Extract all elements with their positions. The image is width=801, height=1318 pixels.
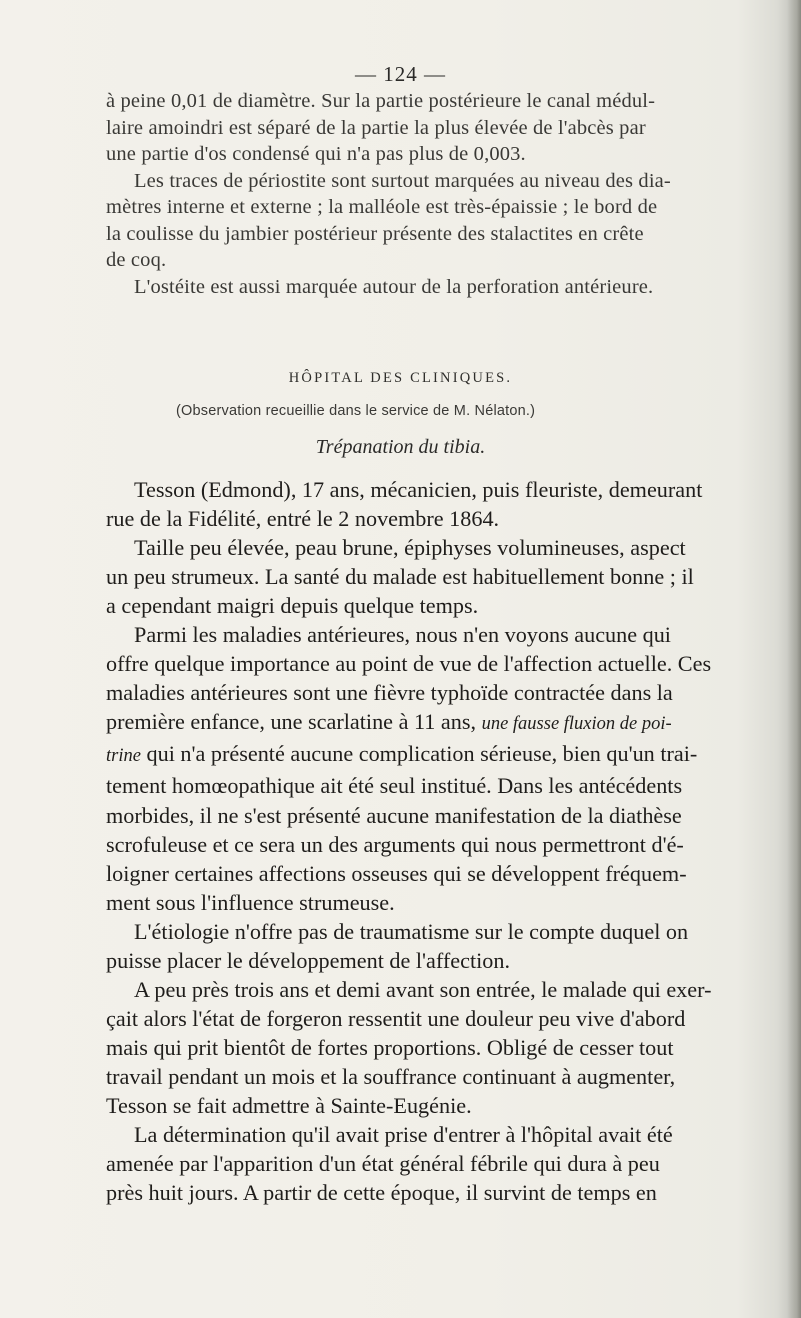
text-line: La détermination qu'il avait prise d'entrer à l'hôpital avait été	[134, 1122, 673, 1148]
text-line: un peu strumeux. La santé du malade est habituellement bonne ; il	[106, 564, 694, 590]
section-subtitle: Trépanation du tibia.	[315, 436, 486, 458]
text-line: offre quelque importance au point de vue de l'affection actuelle. Ces	[106, 651, 712, 677]
text-line: loigner certaines affections osseuses qui se développent fréquem-	[106, 860, 687, 886]
section-heading: HÔPITAL DES CLINIQUES.	[288, 370, 513, 386]
text-line	[106, 739, 746, 771]
text-line: A peu près trois ans et demi avant son entrée, le malade qui exer-	[134, 976, 712, 1002]
text-line: ment sous l'influence strumeuse.	[106, 889, 395, 915]
text-line: rue de la Fidélité, entré le 2 novembre 1864.	[106, 506, 500, 532]
text-line: maladies antérieures sont une fièvre typhoïde contractée dans la	[106, 680, 673, 706]
text-line: Taille peu élevée, peau brune, épiphyses volumineuses, aspect	[134, 535, 686, 561]
text-line: Tesson (Edmond), 17 ans, mécanicien, puis fleuriste, demeurant	[134, 477, 703, 502]
text-line: puisse placer le développement de l'affection.	[106, 947, 511, 973]
observation-note: (Observation recueillie dans le service de M. Nélaton.)	[176, 403, 536, 419]
text-line: çait alors l'état de forgeron ressentit une douleur peu vive d'abord	[106, 1005, 686, 1031]
text-line: à peine 0,01 de diamètre. Sur la partie postérieure le canal médul-	[106, 90, 656, 112]
text-line: mais qui prit bientôt de fortes proportions. Obligé de cesser tout	[106, 1034, 674, 1060]
text-line: morbides, il ne s'est présenté aucune manifestation de la diathèse	[106, 802, 682, 828]
text-segment: qui n'a présenté aucune complication sérieuse, bien qu'un trai-	[140, 741, 698, 767]
text-line: tement homœopathique ait été seul institué. Dans les antécédents	[106, 773, 683, 799]
text-line: la coulisse du jambier postérieur présente des stalactites en crête	[106, 222, 644, 245]
text-line	[106, 707, 746, 739]
continued-paragraph	[106, 88, 746, 300]
text-line: mètres interne et externe ; la malléole est très-épaissie ; le bord de	[106, 196, 658, 218]
text-line: Parmi les maladies antérieures, nous n'en voyons aucune qui	[134, 622, 671, 648]
text-line: travail pendant un mois et la souffrance continuant à augmenter,	[106, 1063, 676, 1089]
italic-phrase: une fausse fluxion de poi-	[481, 714, 672, 735]
text-line: L'ostéite est aussi marquée autour de la perforation antérieure.	[134, 275, 654, 298]
text-line: Tesson se fait admettre à Sainte-Eugénie.	[106, 1092, 472, 1118]
text-line: Les traces de périostite sont surtout marquées au niveau des dia-	[134, 169, 671, 192]
text-line: a cependant maigri depuis quelque temps.	[106, 593, 479, 619]
text-line: scrofuleuse et ce sera un des arguments qui nous permettront d'é-	[106, 831, 684, 857]
italic-phrase: trine	[106, 746, 141, 767]
text-segment: première enfance, une scarlatine à 11 ans,	[106, 709, 482, 735]
text-line: de coq.	[106, 249, 167, 271]
text-line: près huit jours. A partir de cette époque, il survint de temps en	[106, 1180, 657, 1206]
text-line: une partie d'os condensé qui n'a pas plus de 0,003.	[106, 143, 526, 165]
page-number: — 124 —	[355, 62, 446, 86]
text-line: amenée par l'apparition d'un état général fébrile qui dura à peu	[106, 1151, 660, 1177]
case-report-body	[106, 475, 746, 1207]
text-line: L'étiologie n'offre pas de traumatisme sur le compte duquel on	[134, 918, 689, 944]
page-edge-shadow	[787, 0, 801, 1318]
text-line: laire amoindri est séparé de la partie la plus élevée de l'abcès par	[106, 116, 646, 139]
